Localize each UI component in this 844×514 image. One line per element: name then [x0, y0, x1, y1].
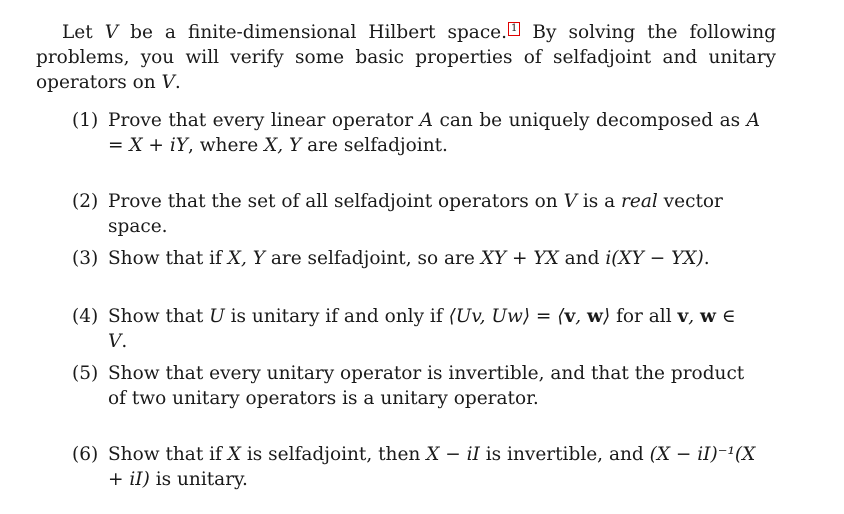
math: i(XY − YX) — [605, 248, 704, 269]
problem-5 — [72, 361, 760, 411]
text: . — [703, 248, 710, 269]
text: is a — [576, 191, 622, 212]
footnote-link[interactable]: 1 — [508, 22, 520, 36]
math: U — [209, 306, 225, 327]
problem-3 — [72, 246, 760, 271]
math: ⟨Uv, Uw⟩ = ⟨v, w⟩ — [448, 306, 611, 327]
problem-number: (3) — [72, 248, 99, 269]
text: is selfadjoint, then — [240, 444, 427, 465]
math: X, Y — [227, 248, 265, 269]
intro-text: be a finite-dimensional Hilbert space. — [118, 22, 508, 43]
problem-text — [108, 442, 760, 492]
text: is unitary if and only if — [224, 306, 449, 327]
math: X — [227, 444, 241, 465]
text: Prove that every linear operator — [108, 110, 420, 131]
text: . — [121, 331, 128, 352]
math: v, w ∈ V — [108, 306, 736, 352]
intro-paragraph — [36, 20, 776, 95]
problem-number: (1) — [72, 110, 99, 131]
text: Show that — [108, 306, 210, 327]
text: are selfadjoint, so are — [264, 248, 481, 269]
math: (X − iI)⁻¹(X + iI) — [108, 444, 756, 490]
problem-number: (6) — [72, 444, 99, 465]
math: X − iI — [426, 444, 480, 465]
text: for all — [610, 306, 678, 327]
text: Show that if — [108, 248, 228, 269]
intro-text: By solving the following problems, you will verify some basic properties of selfadjoint and unitary operators on — [36, 22, 776, 93]
text: and — [558, 248, 606, 269]
problem-number: (5) — [72, 363, 99, 384]
math-V: V — [104, 22, 119, 43]
math: V — [563, 191, 577, 212]
math: X, Y — [264, 135, 302, 156]
intro-text: Let — [62, 22, 105, 43]
problem-text: Show that every unitary operator is invertible, and that the product of two unitary operators is a unitary operator. — [108, 363, 745, 409]
text: , where — [187, 135, 265, 156]
text: can be uniquely decomposed as — [433, 110, 747, 131]
problem-text — [108, 189, 760, 239]
problem-text — [108, 304, 760, 354]
math: A = X + iY — [108, 110, 760, 156]
intro-text: . — [174, 72, 181, 93]
problem-number: (2) — [72, 191, 99, 212]
text: are selfadjoint. — [301, 135, 448, 156]
emphasis: real — [621, 191, 658, 212]
math-V: V — [161, 72, 175, 93]
problem-2 — [72, 189, 760, 239]
text: Prove that the set of all selfadjoint operators on — [108, 191, 564, 212]
problem-1 — [72, 108, 760, 158]
text: is unitary. — [149, 469, 248, 490]
math: XY + YX — [480, 248, 559, 269]
text: is invertible, and — [479, 444, 650, 465]
problem-text — [108, 246, 760, 271]
problem-6 — [72, 442, 760, 492]
problem-4 — [72, 304, 760, 354]
problem-number: (4) — [72, 306, 99, 327]
problem-text — [108, 108, 760, 158]
text: Show that if — [108, 444, 228, 465]
math: A — [419, 110, 434, 131]
text: vector space. — [108, 191, 723, 237]
